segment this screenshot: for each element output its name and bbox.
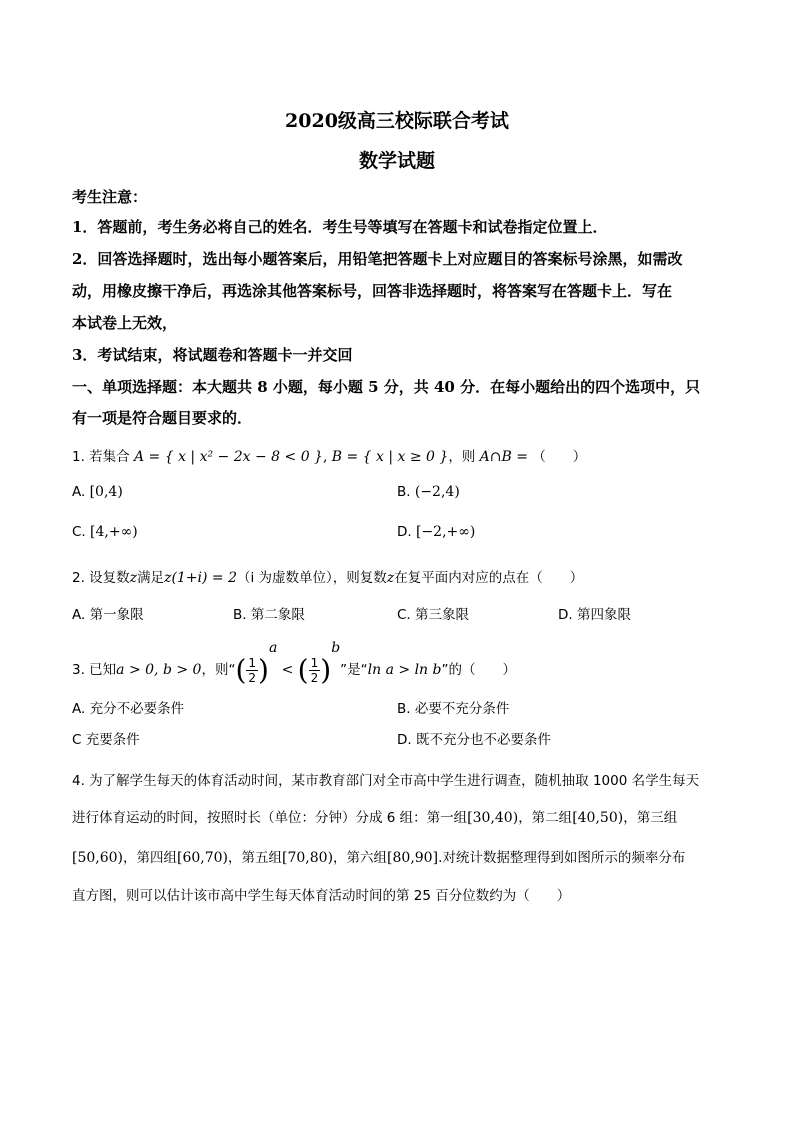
q2-option-a (72, 603, 144, 623)
q4-text: ，第四组 (123, 850, 178, 866)
q2-prefix: 2. 设复数 (72, 570, 130, 586)
q3-option-d (397, 728, 551, 748)
option-value: [0,4) (89, 484, 123, 500)
option-label: D. (397, 732, 412, 748)
option-value: 充要条件 (85, 732, 140, 748)
notice-heading: 考生注意： (72, 188, 148, 206)
q3-condition: a > 0, b > 0 (116, 662, 202, 678)
q3-text: ”是“ (340, 662, 368, 678)
option-value: 必要不充分条件 (414, 701, 510, 717)
option-label: C. (397, 607, 411, 623)
option-value: [−2,+∞) (415, 524, 476, 540)
q4-group-2: [40,50) (572, 810, 624, 826)
q4-text: .对统计数据整理得到如图所示的频率分布 (438, 850, 686, 866)
option-label: A. (72, 484, 86, 500)
q2-equation: z(1+i) = 2 (164, 570, 238, 586)
q3-suffix: ”的（ ） (441, 662, 516, 678)
q2-option-c (397, 603, 469, 623)
q3-less-than: < (281, 662, 294, 678)
question-3: 3. 已知a > 0, b > 0，则“( $\frac{1}{2}$ )$^a$ < ( $\frac{1}{2}$ )$^b$”是“ln a > ln b”的（ ） (72, 640, 516, 687)
q3-option-b (397, 697, 509, 717)
q1-paren: （ ） (532, 449, 587, 465)
q4-line-1: 4. 为了解学生每天的体育活动时间，某市教育部门对全市高中学生进行调查，随机抽取 1000 名学生每天 (72, 773, 700, 789)
q1-option-d (397, 524, 475, 540)
exam-title: 2020级高三校际联合考试 (285, 110, 509, 132)
q3-ln-expression: ln a > ln b (367, 662, 442, 678)
option-label: B. (233, 607, 247, 623)
exam-subtitle: 数学试题 (358, 150, 435, 172)
q4-text: 进行体育运动的时间，按照时长（单位：分钟）分成 6 组：第一组 (72, 810, 468, 826)
option-label: A. (72, 701, 86, 717)
option-value: (−2,4) (414, 484, 460, 500)
q2-text: （i 为虚数单位），则复数 (237, 570, 387, 586)
section-1-line-2: 有一项是符合题目要求的． (72, 409, 253, 427)
option-label: B. (397, 701, 411, 717)
option-label: D. (558, 607, 573, 623)
section-1-line-1: 一、单项选择题：本大题共 8 小题，每小题 5 分，共 40 分．在每小题给出的四个选项中，只 (72, 378, 701, 396)
q4-line-2 (72, 806, 677, 826)
option-label: C (72, 732, 82, 748)
q2-var: z (386, 570, 395, 586)
q4-line-4: 直方图，则可以估计该市高中学生每天体育活动时间的第 25 百分位数约为（ ） (72, 888, 571, 904)
option-label: C. (72, 524, 86, 540)
q2-suffix: 在复平面内对应的点在（ ） (394, 570, 584, 586)
q3-option-a (72, 697, 184, 717)
q1-set-b: B = { x | x ≥ 0 } (331, 449, 449, 465)
notice-item-3: 3．考试结束，将试题卷和答题卡一并交回 (72, 346, 353, 364)
q1-prefix: 1. 若集合 (72, 449, 130, 465)
q1-suffix: ，则 (448, 449, 476, 465)
q2-option-d (558, 603, 631, 623)
notice-item-2-line-1: 2．回答选择题时，选出每小题答案后，用铅笔把答题卡上对应题目的答案标号涂黑，如需改 (72, 250, 683, 268)
option-value: [4,+∞) (90, 524, 138, 540)
q4-text: ，第二组 (518, 810, 573, 826)
q1-option-b (397, 484, 460, 500)
q3-exponent-b: b (331, 640, 341, 656)
q1-option-c (72, 524, 138, 540)
q1-option-a (72, 484, 123, 500)
q4-group-5: [70,80) (282, 850, 334, 866)
q1-expression: A∩B = (479, 449, 528, 465)
q3-prefix: 3. 已知 (72, 662, 117, 678)
q2-option-b (233, 603, 305, 623)
q4-text: ，第三组 (623, 810, 678, 826)
q3-exponent-a: a (268, 640, 278, 656)
option-value: 充分不必要条件 (89, 701, 185, 717)
q4-text: ，第六组 (333, 850, 388, 866)
option-value: 第一象限 (89, 607, 144, 623)
q2-var: z (129, 570, 138, 586)
q3-fraction-b: $\frac{1}{2}$ (310, 655, 319, 685)
option-value: 既不充分也不必要条件 (415, 732, 551, 748)
option-label: B. (397, 484, 411, 500)
option-label: A. (72, 607, 86, 623)
q3-text: ，则“ (201, 662, 236, 678)
option-value: 第二象限 (250, 607, 305, 623)
q4-group-4: [60,70) (177, 850, 229, 866)
question-2 (72, 566, 583, 586)
q1-set-a: A = { x | x² − 2x − 8 < 0 } (133, 449, 323, 465)
q4-group-6: [80,90] (387, 850, 439, 866)
q4-group-3: [50,60) (72, 850, 124, 866)
option-value: 第四象限 (576, 607, 631, 623)
notice-item-1: 1．答题前，考生务必将自己的姓名．考生号等填写在答题卡和试卷指定位置上． (72, 218, 608, 236)
q4-line-3 (72, 846, 685, 866)
notice-item-2-line-2: 动，用橡皮擦干净后，再选涂其他答案标号，回答非选择题时，将答案写在答题卡上．写在 (72, 282, 673, 300)
option-label: D. (397, 524, 412, 540)
q4-group-1: [30,40) (467, 810, 519, 826)
q2-text: 满足 (137, 570, 165, 586)
q3-fraction-a: $\frac{1}{2}$ (248, 655, 257, 685)
notice-item-2-line-3: 本试卷上无效， (72, 314, 178, 332)
question-1: 1. 若集合 A = { x | x² − 2x − 8 < 0 }, B = { x | x ≥ 0 }，则 A∩B = （ ） (72, 449, 587, 465)
q4-text: ，第五组 (228, 850, 283, 866)
option-value: 第三象限 (415, 607, 470, 623)
q3-option-c (72, 728, 140, 748)
